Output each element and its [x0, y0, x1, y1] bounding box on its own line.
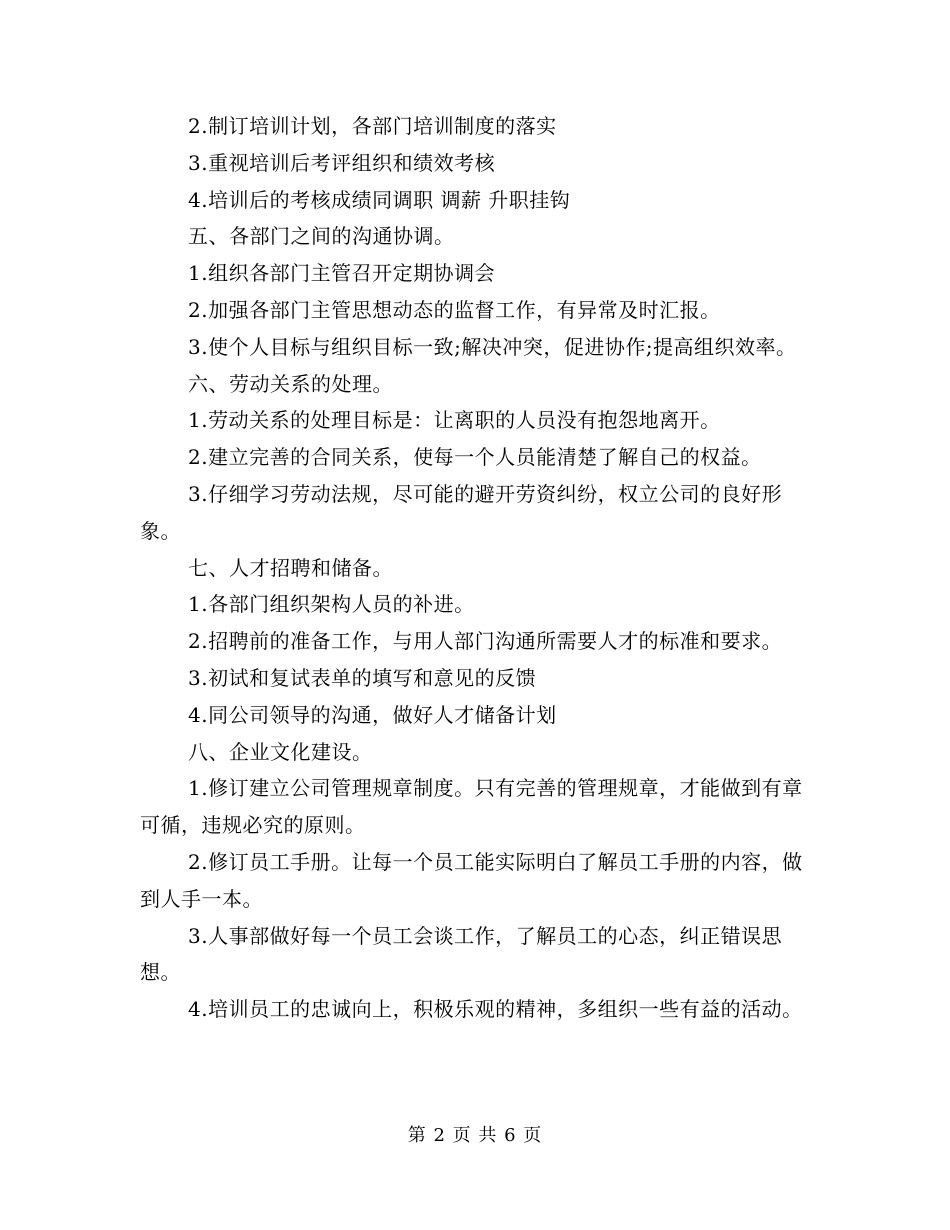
section-heading: 八、企业文化建设。	[188, 739, 373, 764]
paragraph: 2.制订培训计划，各部门培训制度的落实	[188, 114, 557, 138]
paragraph: 1.各部门组织架构人员的补进。	[188, 592, 475, 617]
paragraph: 4.同公司领导的沟通，做好人才储备计划	[188, 702, 557, 727]
page-footer: 第 2 页 共 6 页	[407, 1125, 543, 1146]
paragraph: 4.培训后的考核成绩同调职 调薪 升职挂钩	[188, 187, 571, 212]
section-heading: 六、劳动关系的处理。	[188, 371, 393, 396]
document-body	[140, 108, 805, 1028]
paragraph: 3.仔细学习劳动法规，尽可能的避开劳资纠纷，权立公司的良好形象。	[140, 481, 783, 543]
paragraph: 3.人事部做好每一个员工会谈工作，了解员工的心态，纠正错误思想。	[140, 923, 783, 985]
paragraph: 3.重视培训后考评组织和绩效考核	[188, 150, 496, 175]
paragraph: 2.加强各部门主管思想动态的监督工作，有异常及时汇报。	[188, 297, 721, 322]
paragraph: 4.培训员工的忠诚向上，积极乐观的精神，多组织一些有益的活动。	[188, 997, 803, 1022]
paragraph: 2.修订员工手册。让每一个员工能实际明白了解员工手册的内容，做到人手一本。	[140, 849, 803, 911]
paragraph: 1.修订建立公司管理规章制度。只有完善的管理规章，才能做到有章可循，违规必究的原则。	[140, 776, 803, 838]
section-heading: 五、各部门之间的沟通协调。	[188, 224, 455, 249]
paragraph: 1.劳动关系的处理目标是：让离职的人员没有抱怨地离开。	[188, 408, 721, 433]
paragraph: 1.组织各部门主管召开定期协调会	[188, 261, 496, 286]
section-heading: 七、人才招聘和储备。	[188, 555, 393, 580]
paragraph: 3.初试和复试表单的填写和意见的反馈	[188, 665, 537, 690]
paragraph: 2.招聘前的准备工作，与用人部门沟通所需要人才的标准和要求。	[188, 629, 783, 654]
paragraph: 2.建立完善的合同关系，使每一个人员能清楚了解自己的权益。	[188, 445, 762, 470]
paragraph: 3.使个人目标与组织目标一致;解决冲突，促进协作;提高组织效率。	[188, 334, 797, 359]
